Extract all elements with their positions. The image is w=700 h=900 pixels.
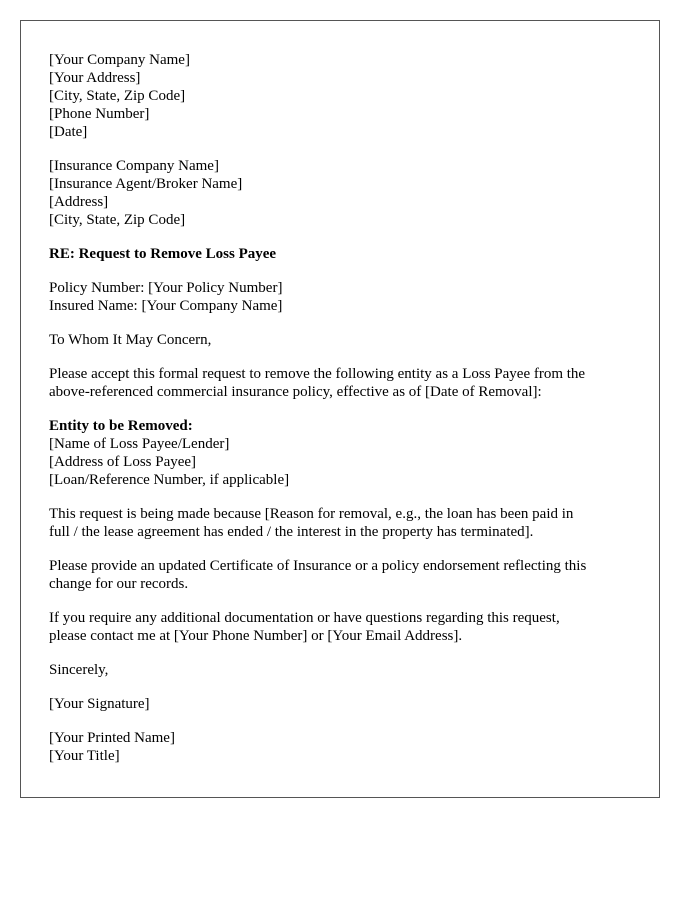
entity-address: [Address of Loss Payee] xyxy=(49,454,197,470)
policy-block xyxy=(49,279,631,315)
printed-name: [Your Printed Name] xyxy=(49,730,175,746)
intro-line-1: Please accept this formal request to remove the following entity as a Loss Payee from the xyxy=(49,366,586,382)
sender-phone: [Phone Number] xyxy=(49,106,150,122)
signature: [Your Signature] xyxy=(49,696,150,712)
signer-block xyxy=(49,729,631,765)
salutation: To Whom It May Concern, xyxy=(49,332,212,348)
recipient-address: [Address] xyxy=(49,194,109,210)
closing: Sincerely, xyxy=(49,662,109,678)
contact-line-1: If you require any additional documentation or have questions regarding this request, xyxy=(49,610,560,626)
letter-date: [Date] xyxy=(49,124,88,140)
sender-company-name: [Your Company Name] xyxy=(49,52,190,68)
signer-title: [Your Title] xyxy=(49,748,120,764)
recipient-block xyxy=(49,157,631,229)
entity-heading: Entity to be Removed: xyxy=(49,418,193,434)
reason-paragraph xyxy=(49,505,631,541)
subject-line: RE: Request to Remove Loss Payee xyxy=(49,246,277,262)
entity-name: [Name of Loss Payee/Lender] xyxy=(49,436,230,452)
certificate-line-2: change for our records. xyxy=(49,576,189,592)
intro-paragraph xyxy=(49,365,631,401)
intro-line-2: above-referenced commercial insurance policy, effective as of [Date of Removal]: xyxy=(49,384,542,400)
reason-line-2: full / the lease agreement has ended / the interest in the property has terminated]. xyxy=(49,524,534,540)
entity-block xyxy=(49,417,631,489)
sender-city-state-zip: [City, State, Zip Code] xyxy=(49,88,186,104)
recipient-company-name: [Insurance Company Name] xyxy=(49,158,219,174)
recipient-city-state-zip: [City, State, Zip Code] xyxy=(49,212,186,228)
contact-paragraph xyxy=(49,609,631,645)
sender-address: [Your Address] xyxy=(49,70,141,86)
recipient-agent-name: [Insurance Agent/Broker Name] xyxy=(49,176,243,192)
sender-block xyxy=(49,51,631,141)
contact-line-2: please contact me at [Your Phone Number] or [Your Email Address]. xyxy=(49,628,463,644)
insured-name: Insured Name: [Your Company Name] xyxy=(49,298,283,314)
certificate-paragraph xyxy=(49,557,631,593)
policy-number: Policy Number: [Your Policy Number] xyxy=(49,280,283,296)
letter-page xyxy=(20,20,660,798)
certificate-line-1: Please provide an updated Certificate of Insurance or a policy endorsement reflecting this xyxy=(49,558,587,574)
reason-line-1: This request is being made because [Reason for removal, e.g., the loan has been paid in xyxy=(49,506,574,522)
entity-loan-number: [Loan/Reference Number, if applicable] xyxy=(49,472,290,488)
